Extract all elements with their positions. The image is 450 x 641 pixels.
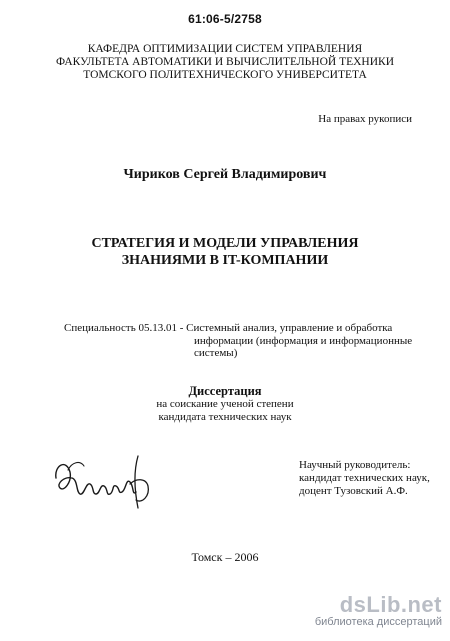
institution-header [0, 43, 450, 82]
supervisor-line: кандидат технических наук, [299, 472, 430, 484]
manuscript-rights-note: На правах рукописи [318, 113, 412, 125]
watermark-subtitle: библиотека диссертаций [314, 616, 442, 628]
specialty-line: системы) [194, 347, 238, 359]
watermark [315, 592, 442, 628]
institution-line: ФАКУЛЬТЕТА АВТОМАТИКИ И ВЫЧИСЛИТЕЛЬНОЙ ТЕХНИКИ [55, 56, 395, 68]
degree-line: кандидата технических наук [158, 411, 292, 423]
handwritten-signature [50, 448, 170, 518]
title-line: СТРАТЕГИЯ И МОДЕЛИ УПРАВЛЕНИЯ [91, 236, 359, 251]
specialty-block [64, 322, 424, 360]
supervisor-line: доцент Тузовский А.Ф. [299, 485, 408, 497]
institution-line: ТОМСКОГО ПОЛИТЕХНИЧЕСКОГО УНИВЕРСИТЕТА [83, 69, 367, 81]
specialty-line: информации (информация и информационные [194, 334, 413, 347]
archive-stamp-number: 61:06-5/2758 [188, 12, 262, 26]
institution-line: КАФЕДРА ОПТИМИЗАЦИИ СИСТЕМ УПРАВЛЕНИЯ [87, 43, 363, 55]
degree-heading: Диссертация [188, 384, 262, 398]
place-and-year: Томск – 2006 [191, 550, 259, 564]
degree-block [0, 385, 450, 424]
supervisor-block [299, 459, 430, 498]
degree-line: на соискание ученой степени [156, 398, 294, 410]
title-line: ЗНАНИЯМИ В IT-КОМПАНИИ [121, 253, 329, 268]
supervisor-line: Научный руководитель: [299, 459, 411, 471]
dissertation-title [0, 235, 450, 269]
specialty-line: Специальность 05.13.01 - Системный анализ, управление и обработка [64, 322, 393, 334]
watermark-logo: dsLib.net [339, 592, 442, 617]
author-name: Чириков Сергей Владимирович [123, 167, 327, 182]
